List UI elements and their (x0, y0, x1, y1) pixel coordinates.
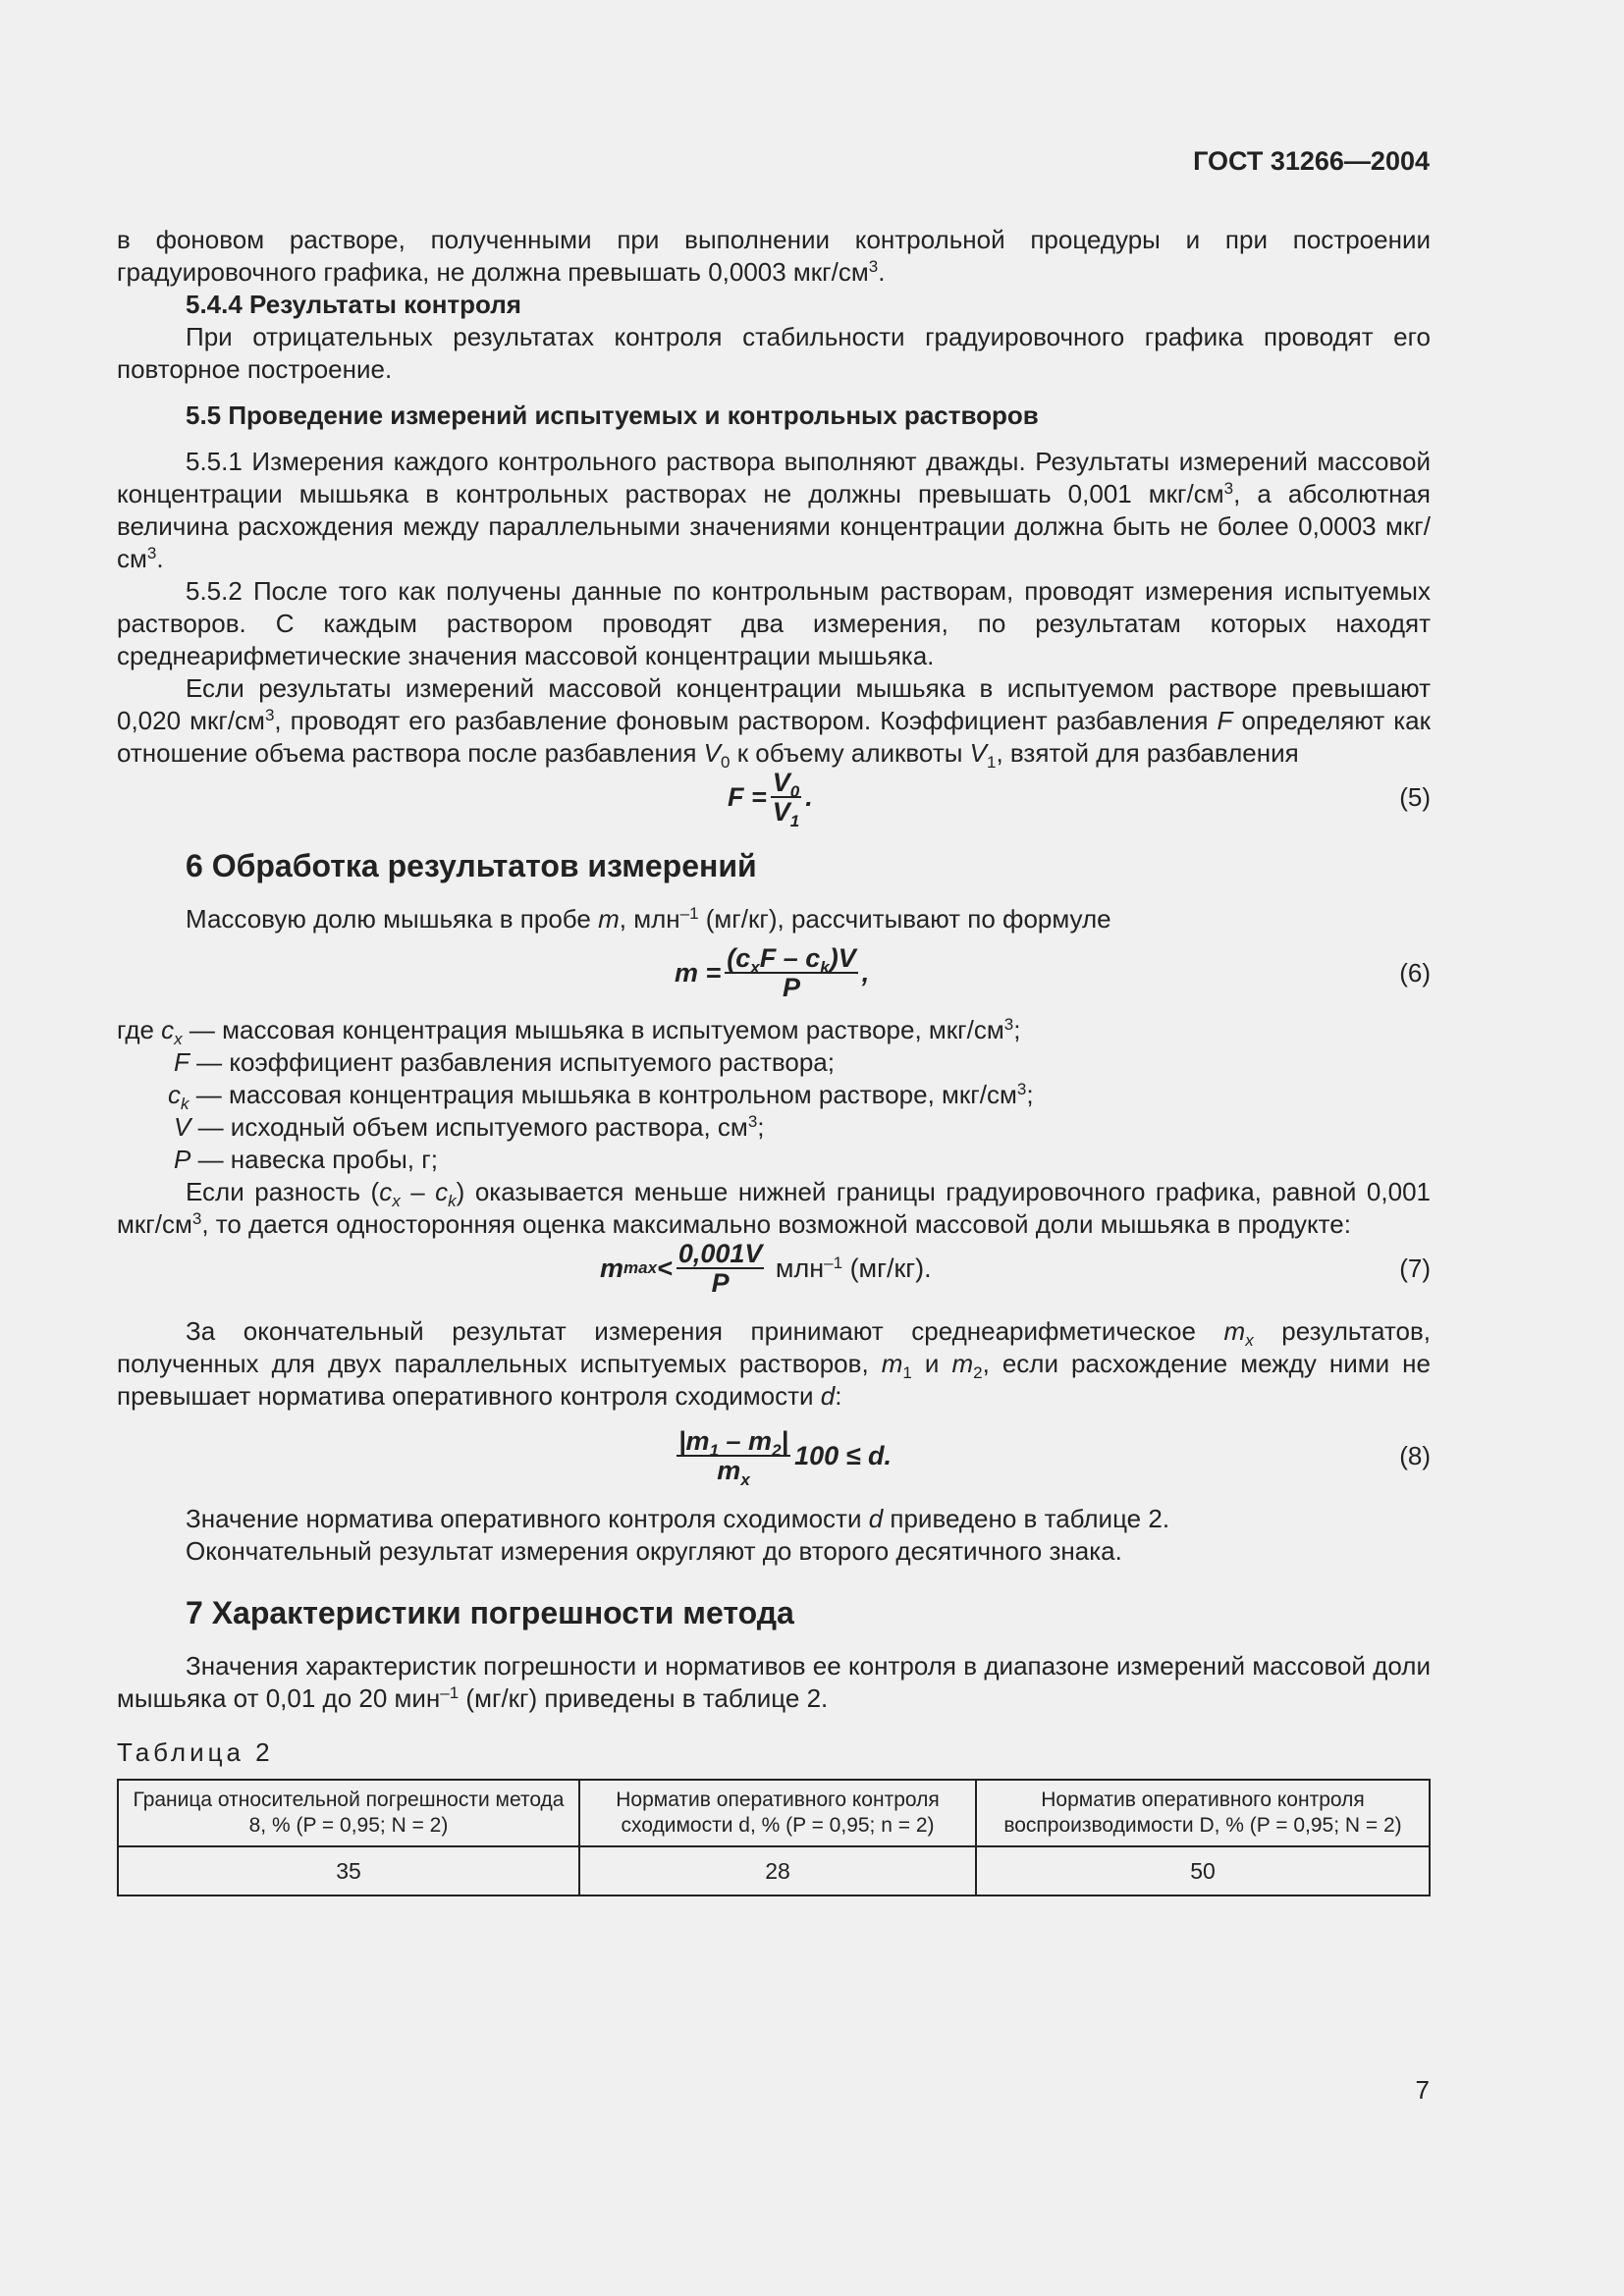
page-number: 7 (1415, 2075, 1430, 2105)
section-7-title: 7 Характеристики погрешности метода (186, 1595, 794, 1630)
section-5-4-4-title: 5.4.4 Результаты контроля (186, 290, 521, 319)
paragraph-mass-fraction: Массовую долю мышьяка в пробе m, млн$^{-1}$ (мг/кг), рассчитывают по формуле (186, 904, 1111, 934)
formula-number-6: (6) (1399, 958, 1431, 988)
paragraph-5-5-2: 5.5.2 После того как получены данные по контрольным растворам, проводят измерения испытуемых растворов. С каждым раствором проводят два измерения, по результатам которых находят среднеарифметические значения массовой концентрации мышьяка. (117, 576, 1431, 670)
section-5-5-title: 5.5 Проведение измерений испытуемых и контрольных растворов (186, 400, 1039, 430)
paragraph-rounding: Окончательный результат измерения округляют до второго десятичного знака. (186, 1536, 1122, 1566)
formula-7: m max < $\frac{0,001V}{P}$ млн$^{-1}$ (мг/кг). (7) (600, 1239, 1431, 1298)
table-header-row (118, 1780, 1430, 1846)
table-header-cell: Норматив оперативного контроля сходимости d, % (P = 0,95; n = 2) (579, 1780, 976, 1846)
formula-number-7: (7) (1399, 1254, 1431, 1283)
table-row (118, 1846, 1430, 1896)
table-cell: 50 (976, 1846, 1430, 1896)
paragraph-control-results: При отрицательных результатах контроля стабильности градуировочного графика проводят его повторное построение. (117, 322, 1431, 384)
paragraph-continuation: в фоновом растворе, полученными при выполнении контрольной процедуры и при построении градуировочного графика, не должна превышать 0,0003 мкг/$см^3$. (117, 225, 1431, 287)
formula-5: F = $\frac{V_0}{V_1}$ . (5) (728, 768, 1431, 830)
paragraph-final-result: За окончательный результат измерения принимают среднеарифметическое $m_x$ результатов, полученных для двух параллельных испытуемых растворов, $m_1$ и $m_2$, если расхождение между ними не превышает норматива оперативного контроля сходимости d: (117, 1316, 1431, 1411)
formula-number-5: (5) (1399, 782, 1431, 812)
table-header-cell: Норматив оперативного контроля воспроизводимости D, % (P = 0,95; N = 2) (976, 1780, 1430, 1846)
formula-number-8: (8) (1399, 1441, 1431, 1470)
table-header-cell: Граница относительной погрешности метода 8, % (P = 0,95; N = 2) (118, 1780, 579, 1846)
page-content (117, 224, 1431, 1896)
table-cell: 28 (579, 1846, 976, 1896)
table-2 (117, 1779, 1431, 1896)
paragraph-dilution: Если результаты измерений массовой концентрации мышьяка в испытуемом растворе превышают 0,020 мкг/$см^3$, проводят его разбавление фоновым раствором. Коэффициент разбавления F определяют как отношение объема раствора после разбавления $V_0$ к объему аликвоты $V_1$, взятой для разбавления (117, 673, 1431, 772)
document-header: ГОСТ 31266—2004 (1193, 146, 1430, 176)
table-cell: 35 (118, 1846, 579, 1896)
formula-8: $\frac{|m_1 - m_2|}{m_x}$ 100 ≤ d. (8) (678, 1426, 1431, 1489)
paragraph-one-sided-estimate: Если разность $(c_x - c_k)$ оказывается меньше нижней границы градуировочного графика, равной 0,001 мкг/$см^3$, то дается односторонняя оценка максимально возможной массовой доли мышьяка в продукте: (117, 1177, 1431, 1239)
formula-6: m = $\frac{(c_xF - c_k)V}{P}$ , (6) (675, 943, 1431, 1002)
paragraph-5-5-1: 5.5.1 Измерения каждого контрольного раствора выполняют дважды. Результаты измерений массовой концентрации мышьяка в контрольных растворах не должны превышать 0,001 мкг/$см^3$, а абсолютная величина расхождения между параллельными значениями концентрации должна быть не более 0,0003 мкг/$см^3$. (117, 447, 1432, 573)
paragraph-convergence-norm: Значение норматива оперативного контроля сходимости d приведено в таблице 2. (186, 1504, 1170, 1533)
variable-definitions: где $c_x$ — массовая концентрация мышьяка в испытуемом растворе, мкг/$см^3$; F — коэффициент разбавления испытуемого раствора; $c_k$ — массовая концентрация мышьяка в контрольном растворе, мкг/$см^3$; V — исходный объем испытуемого раствора, $см^3$; P — навеска пробы, г; (117, 1015, 1034, 1174)
section-6-title: 6 Обработка результатов измерений (186, 848, 757, 883)
table-caption: Таблица 2 (117, 1737, 274, 1767)
paragraph-error-characteristics: Значения характеристик погрешности и нормативов ее контроля в диапазоне измерений массовой доли мышьяка от 0,01 до 20 мин$^{-1}$ (мг/кг) приведены в таблице 2. (117, 1651, 1431, 1713)
